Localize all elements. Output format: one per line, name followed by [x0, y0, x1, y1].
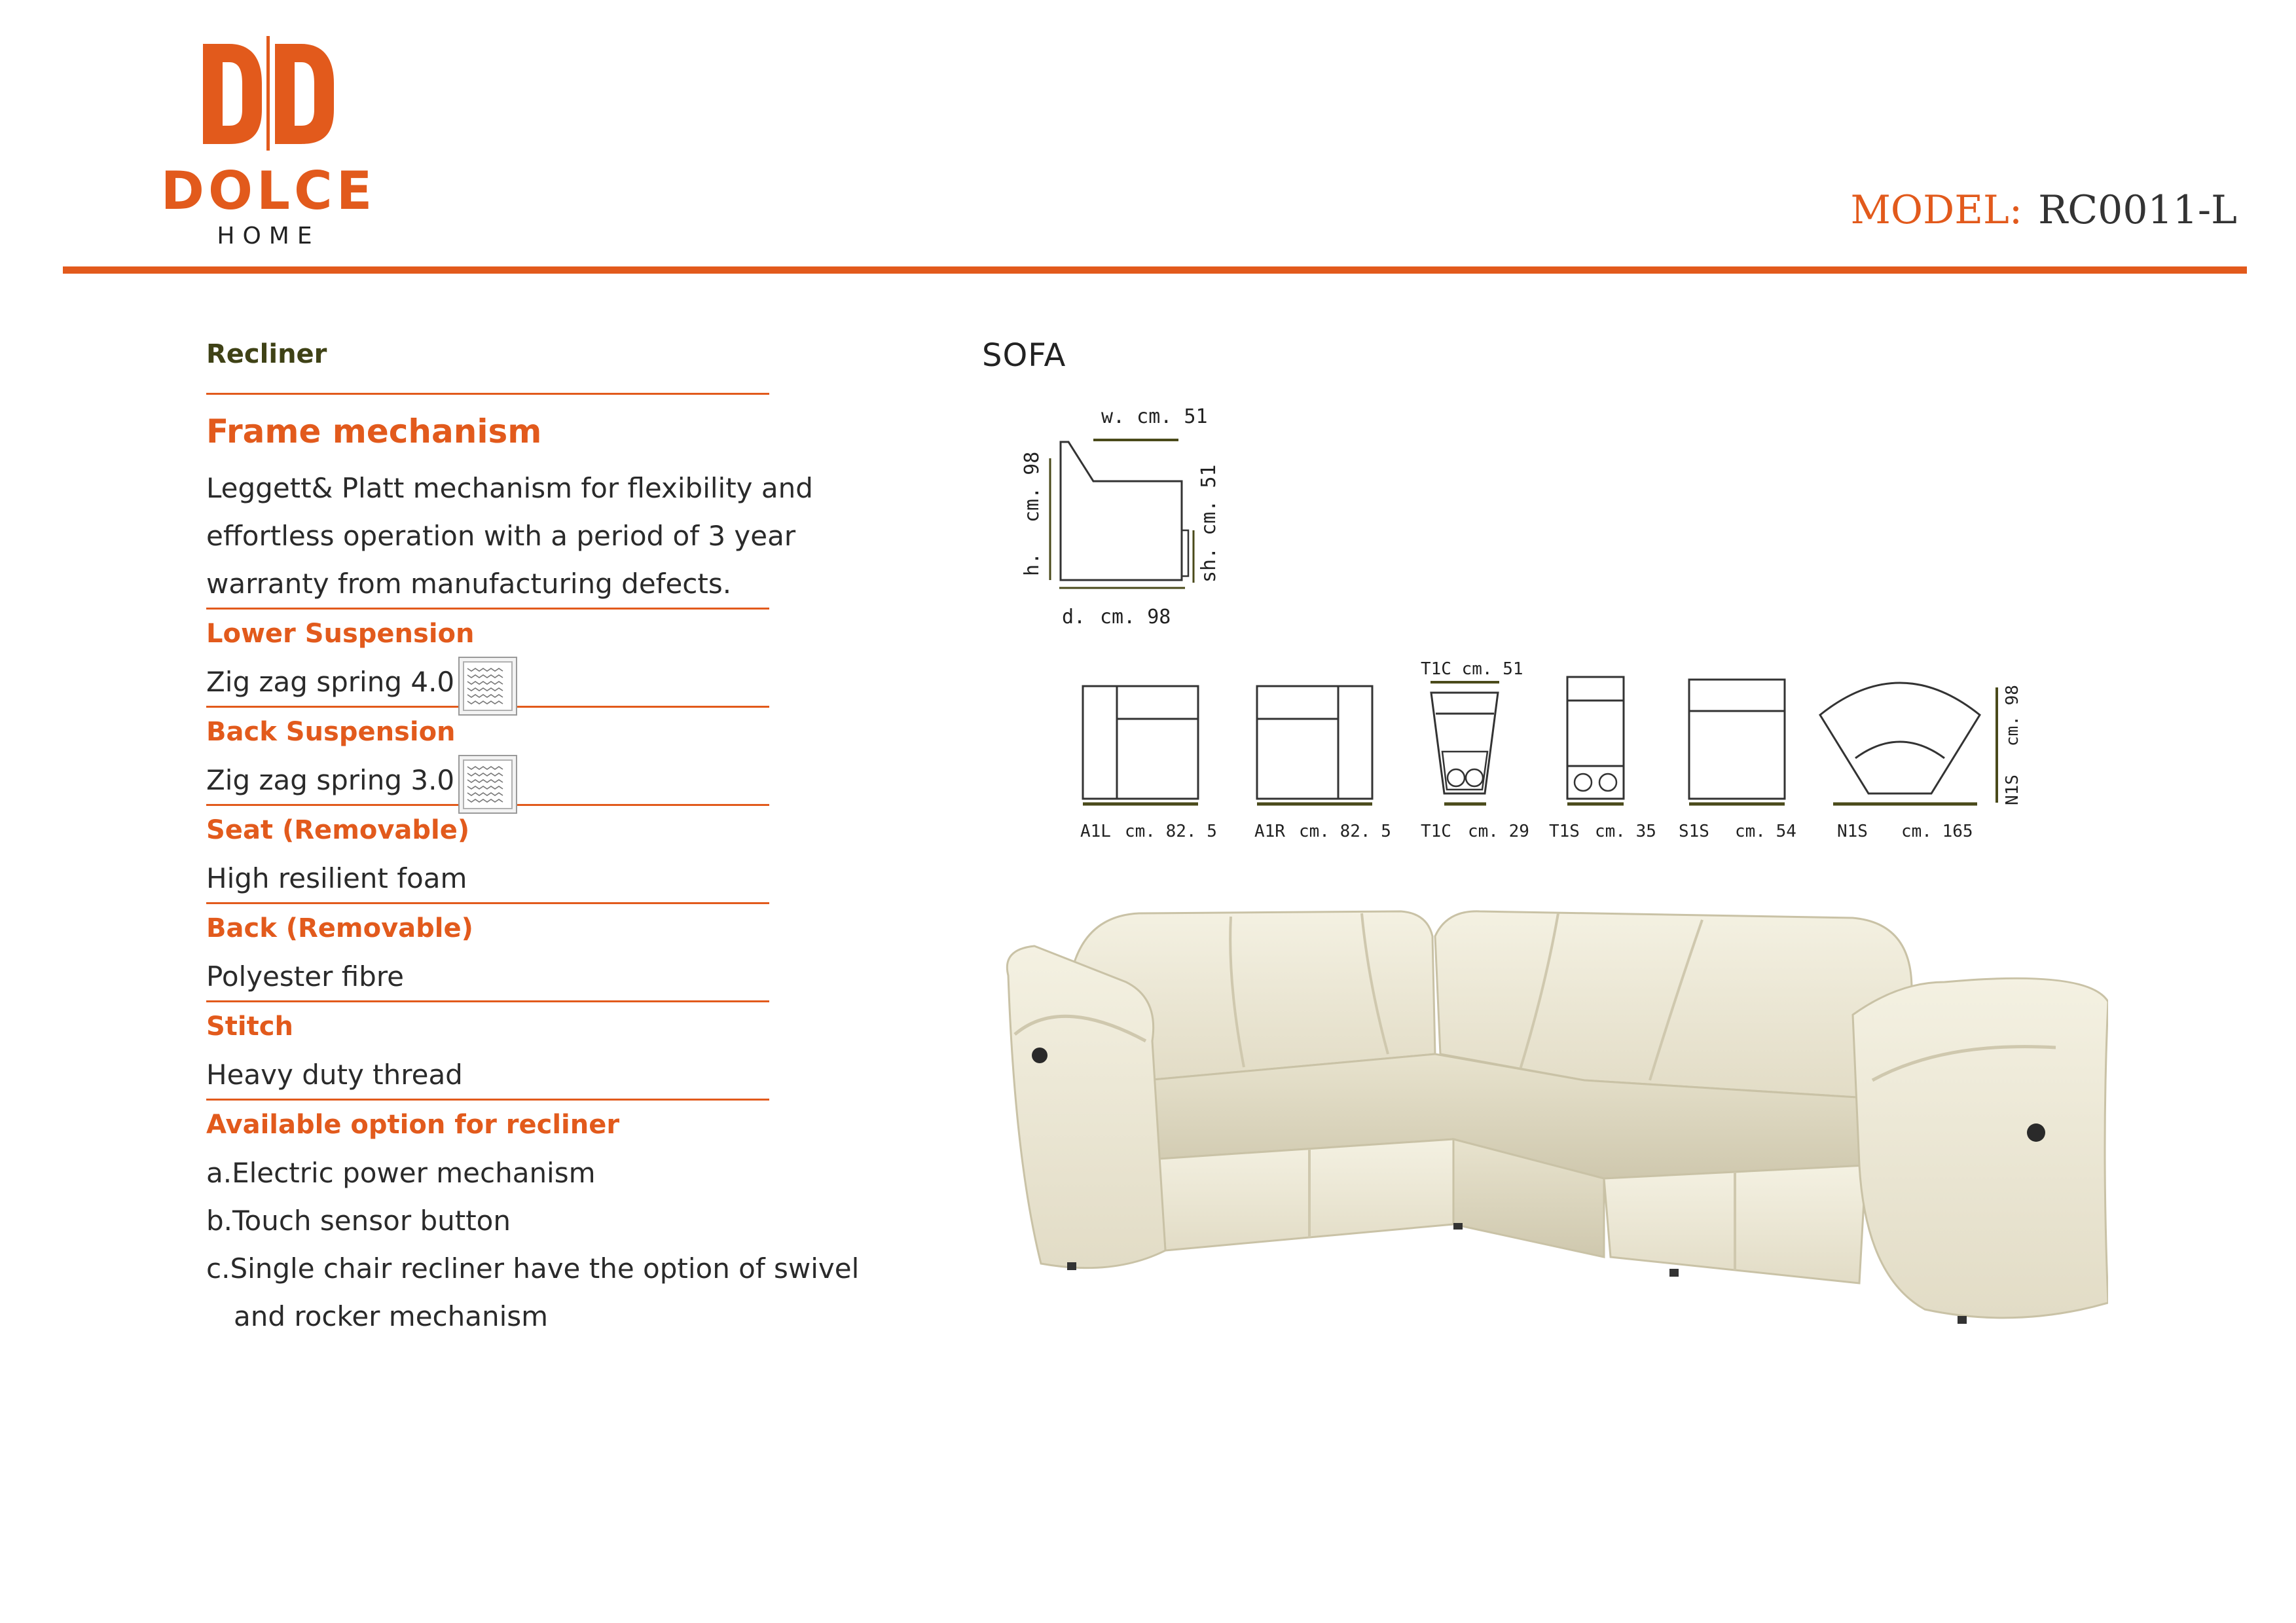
option-item: a.Electric power mechanism — [206, 1157, 596, 1189]
stitch-value: Heavy duty thread — [206, 1059, 463, 1091]
module-code: T1S — [1549, 822, 1580, 841]
module-side-size: cm. 98 — [2003, 685, 2022, 746]
options-title: Available option for recliner — [206, 1110, 620, 1140]
side-profile-diagram — [1008, 393, 1270, 642]
sofa-product-image — [995, 884, 2108, 1342]
product-category: Recliner — [206, 339, 327, 369]
module-code: S1S — [1679, 822, 1709, 841]
lower-suspension-row — [206, 658, 887, 706]
logo-mark-icon — [203, 36, 334, 151]
module-code: A1L — [1080, 822, 1111, 841]
frame-line-3: warranty from manufacturing defects. — [206, 568, 732, 600]
stitch-title: Stitch — [206, 1012, 293, 1042]
lower-suspension-value: Zig zag spring 4.0 — [206, 666, 455, 698]
module-size: cm. 82. 5 — [1125, 822, 1217, 841]
width-dimension: w. cm. 51 — [1101, 405, 1208, 428]
brand-subtitle: HOME — [217, 223, 320, 249]
seat-height-dimension: sh. cm. 51 — [1197, 464, 1220, 583]
depth-dimension: cm. 98 — [1100, 606, 1171, 629]
frame-line-1: Leggett& Platt mechanism for flexibility and — [206, 472, 813, 504]
module-a1r — [1254, 686, 1391, 841]
zigzag-spring-icon — [458, 755, 517, 814]
spec-panel — [206, 327, 887, 1340]
module-code: N1S — [1837, 822, 1868, 841]
frame-line-2: effortless operation with a period of 3 year — [206, 520, 796, 552]
module-size: cm. 165 — [1901, 822, 1973, 841]
seat-title: Seat (Removable) — [206, 815, 470, 845]
module-size: cm. 82. 5 — [1299, 822, 1391, 841]
option-item: and rocker mechanism — [234, 1300, 549, 1332]
module-size: cm. 54 — [1735, 822, 1796, 841]
back-value: Polyester fibre — [206, 960, 404, 993]
lower-suspension-title: Lower Suspension — [206, 619, 475, 649]
zigzag-spring-icon — [458, 657, 517, 716]
module-diagram-row — [1061, 648, 2043, 864]
header-divider — [63, 266, 2247, 274]
section-divider — [206, 393, 769, 395]
module-s1s — [1679, 680, 1796, 841]
diagram-title: SOFA — [982, 337, 1066, 374]
back-suspension-title: Back Suspension — [206, 717, 456, 747]
module-top-size: T1C cm. 51 — [1421, 659, 1523, 679]
model-heading — [1851, 187, 2238, 233]
height-dimension: cm. 98 — [1021, 451, 1044, 522]
back-suspension-row — [206, 756, 887, 804]
module-t1c — [1421, 659, 1529, 841]
module-code: T1C — [1421, 822, 1451, 841]
module-side-code: N1S — [2003, 775, 2022, 805]
back-title: Back (Removable) — [206, 913, 473, 943]
seat-value: High resilient foam — [206, 862, 467, 894]
brand-logo — [151, 36, 386, 252]
model-label: MODEL: — [1850, 187, 2023, 233]
brand-name: DOLCE — [160, 160, 376, 221]
module-size: cm. 35 — [1595, 822, 1656, 841]
option-item: b.Touch sensor button — [206, 1205, 511, 1237]
module-n1s — [1820, 683, 2022, 841]
module-size: cm. 29 — [1468, 822, 1529, 841]
height-label: h. — [1021, 552, 1044, 576]
module-code: A1R — [1254, 822, 1285, 841]
module-a1l — [1080, 686, 1217, 841]
model-number: RC0011-L — [2038, 187, 2237, 233]
back-suspension-value: Zig zag spring 3.0 — [206, 764, 455, 796]
module-t1s — [1549, 677, 1656, 841]
frame-mechanism-title: Frame mechanism — [206, 412, 542, 450]
profile-outline — [1061, 442, 1182, 580]
option-item: c.Single chair recliner have the option of swivel — [206, 1252, 860, 1285]
depth-label: d. — [1062, 606, 1086, 629]
